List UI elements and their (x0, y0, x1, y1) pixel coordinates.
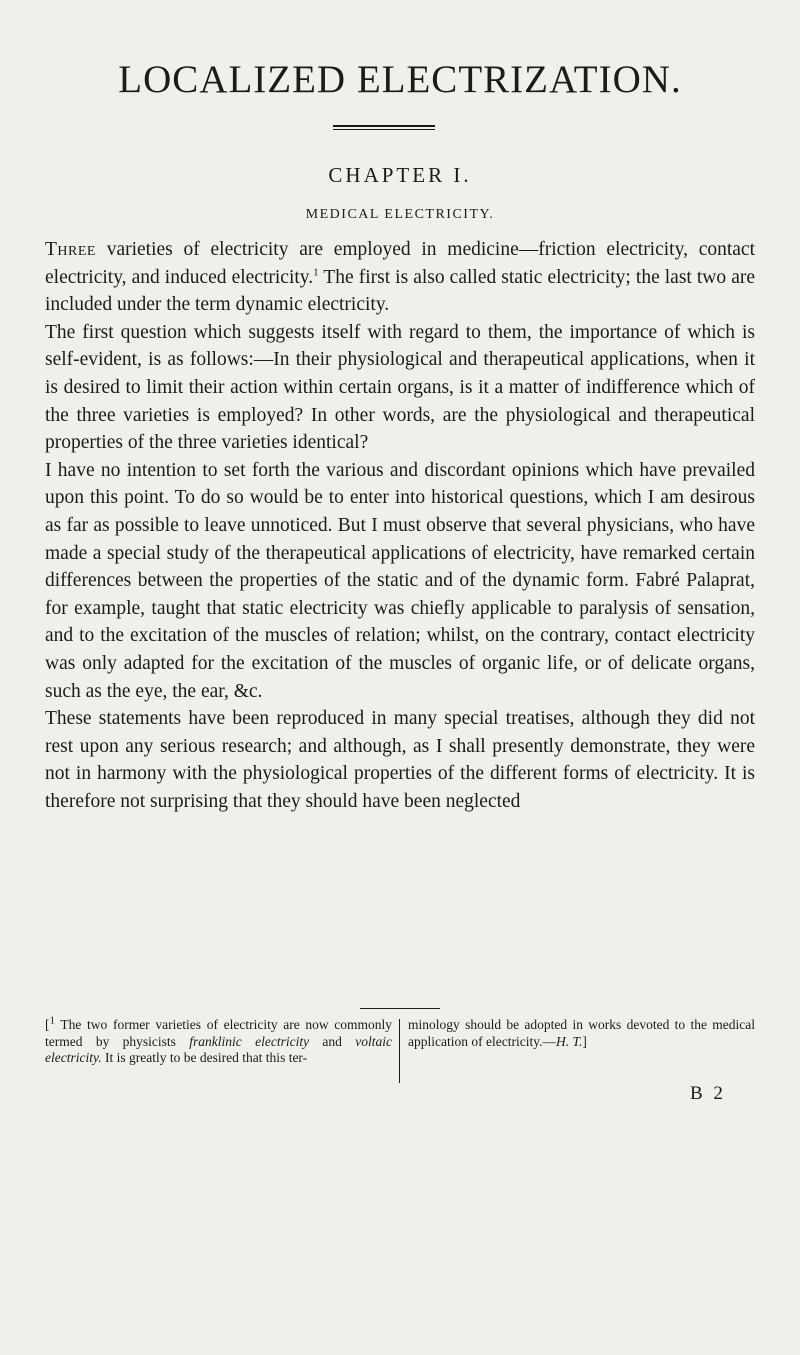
body-text (45, 236, 755, 815)
footnote-ref: 1 (313, 266, 319, 279)
lead-word: Three (45, 239, 96, 260)
book-title: LOCALIZED ELECTRIZATION. (118, 58, 682, 101)
footnote-marker: 1 (49, 1014, 55, 1027)
title-divider-rule (333, 125, 435, 130)
paragraph-1 (45, 236, 755, 319)
footnote-right-column (408, 1017, 755, 1050)
paragraph-3: I have no intention to set forth the various and discordant opinions which have prevailed upon this point. To do so would be to enter into historical questions, which I am desirous as far as possible to leave unnoticed. But I must observe that several physicians, who have made a special study of the therapeutical applications of electricity, have remarked certain differences between the properties of the static and of the dynamic form. Fabré Palaprat, for example, taught that static electricity was chiefly applicable to paralysis of sensation, and to the excitation of the muscles of relation; whilst, on the contrary, contact electricity was only adapted for the excitation of the muscles of organic life, or of delicate organs, such as the eye, the ear, &c. (45, 459, 755, 702)
paragraph-1-text-after: The first is also called static electricity; the last two are included under the term dynamic electricity. (45, 266, 755, 316)
footnote-term: franklinic electricity (189, 1033, 310, 1049)
paragraph-2: The first question which suggests itself with regard to them, the importance of which is self-evident, is as follows:—In their physiological and therapeutical applications, when it is desired to limit their action within certain organs, is it a matter of indifference which of the three varieties is employed? In other words, are the physiological and therapeutical properties of the three varieties identical? (45, 321, 755, 454)
footnote-left-column (45, 1014, 392, 1067)
footnote-text: minology should be adopted in works devoted to the medical application of electricity.— (408, 1017, 755, 1049)
footnote-term: voltaic electricity. (45, 1033, 392, 1065)
paragraph-4: These statements have been reproduced in many special treatises, although they did not rest upon any serious research; and although, as I shall presently demonstrate, they were not in harmony with the physiological properties of the different forms of electricity. It is therefore not surprising that they should have been neglected (45, 708, 755, 812)
footnote-bracket: [ (45, 1017, 50, 1032)
footnote-text: and (309, 1033, 356, 1049)
footnote-text: It is greatly to be desired that this ter- (101, 1050, 308, 1065)
translator-initials: H. T. (555, 1033, 583, 1049)
chapter-subtitle: MEDICAL ELECTRICITY. (305, 207, 495, 222)
footnote-column-divider (399, 1019, 400, 1083)
footnote-bracket: ] (582, 1033, 587, 1049)
footnote-text: The two former varieties of electricity are now commonly termed by physicists (45, 1017, 392, 1049)
chapter-heading: CHAPTER I. (328, 163, 472, 187)
signature-mark: B 2 (690, 1083, 726, 1104)
paragraph-1-text: varieties of electricity are employed in medicine—friction electricity, contact electricity, and induced electricity. (45, 239, 755, 288)
footnote-rule (360, 1008, 440, 1009)
